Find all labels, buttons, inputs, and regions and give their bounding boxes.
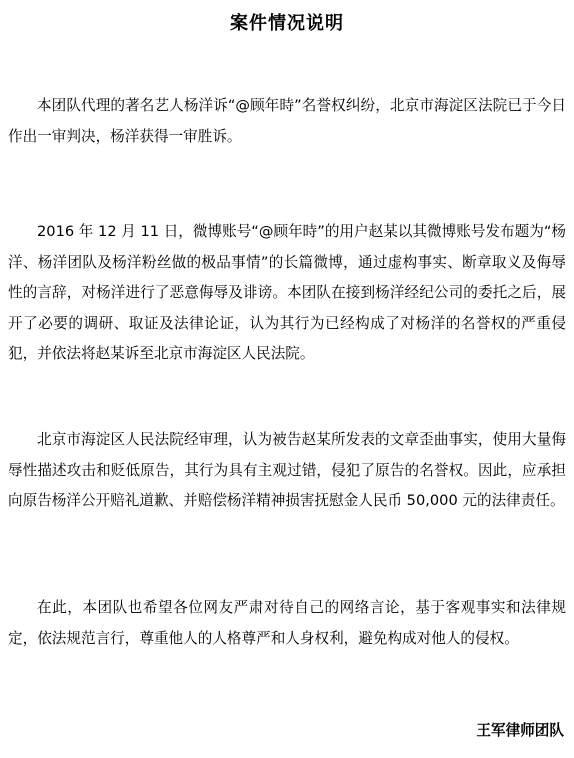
signature-law-team: 王军律师团队: [476, 722, 564, 739]
paragraph-court-ruling: 北京市海淀区人民法院经审理，认为被告赵某所发表的文章歪曲事实，使用大量侮辱性描述攻击和贬低原告，其行为具有主观过错，侵犯了原告的名誉权。因此，应承担向原告杨洋公开赔礼道歉、并赔偿杨洋精神损害抚慰金人民币 50,000 元的法律责任。: [8, 431, 566, 509]
paragraph-appeal-to-netizens: 在此，本团队也希望各位网友严肃对待自己的网络言论，基于客观事实和法律规定，依法规范言行，尊重他人的人格尊严和人身权利，避免构成对他人的侵权。: [8, 599, 566, 647]
paragraph-case-background: 2016 年 12 月 11 日，微博账号“@顾年時”的用户赵某以其微博账号发布题为“杨洋、杨洋团队及杨洋粉丝做的极品事情”的长篇微博，通过虚构事实、断章取义及侮辱性的言辞，对杨洋进行了恶意侮辱及诽谤。本团队在接到杨洋经纪公司的委托之后，展开了必要的调研、取证及法律论证，认为其行为已经构成了对杨洋的名誉权的严重侵犯，并依法将赵某诉至北京市海淀区人民法院。: [8, 223, 566, 362]
document-title: 案件情况说明: [230, 13, 344, 34]
paragraph-verdict-summary: 本团队代理的著名艺人杨洋诉“@顾年時”名誉权纠纷，北京市海淀区法院已于今日作出一审判决，杨洋获得一审胜诉。: [8, 97, 566, 145]
